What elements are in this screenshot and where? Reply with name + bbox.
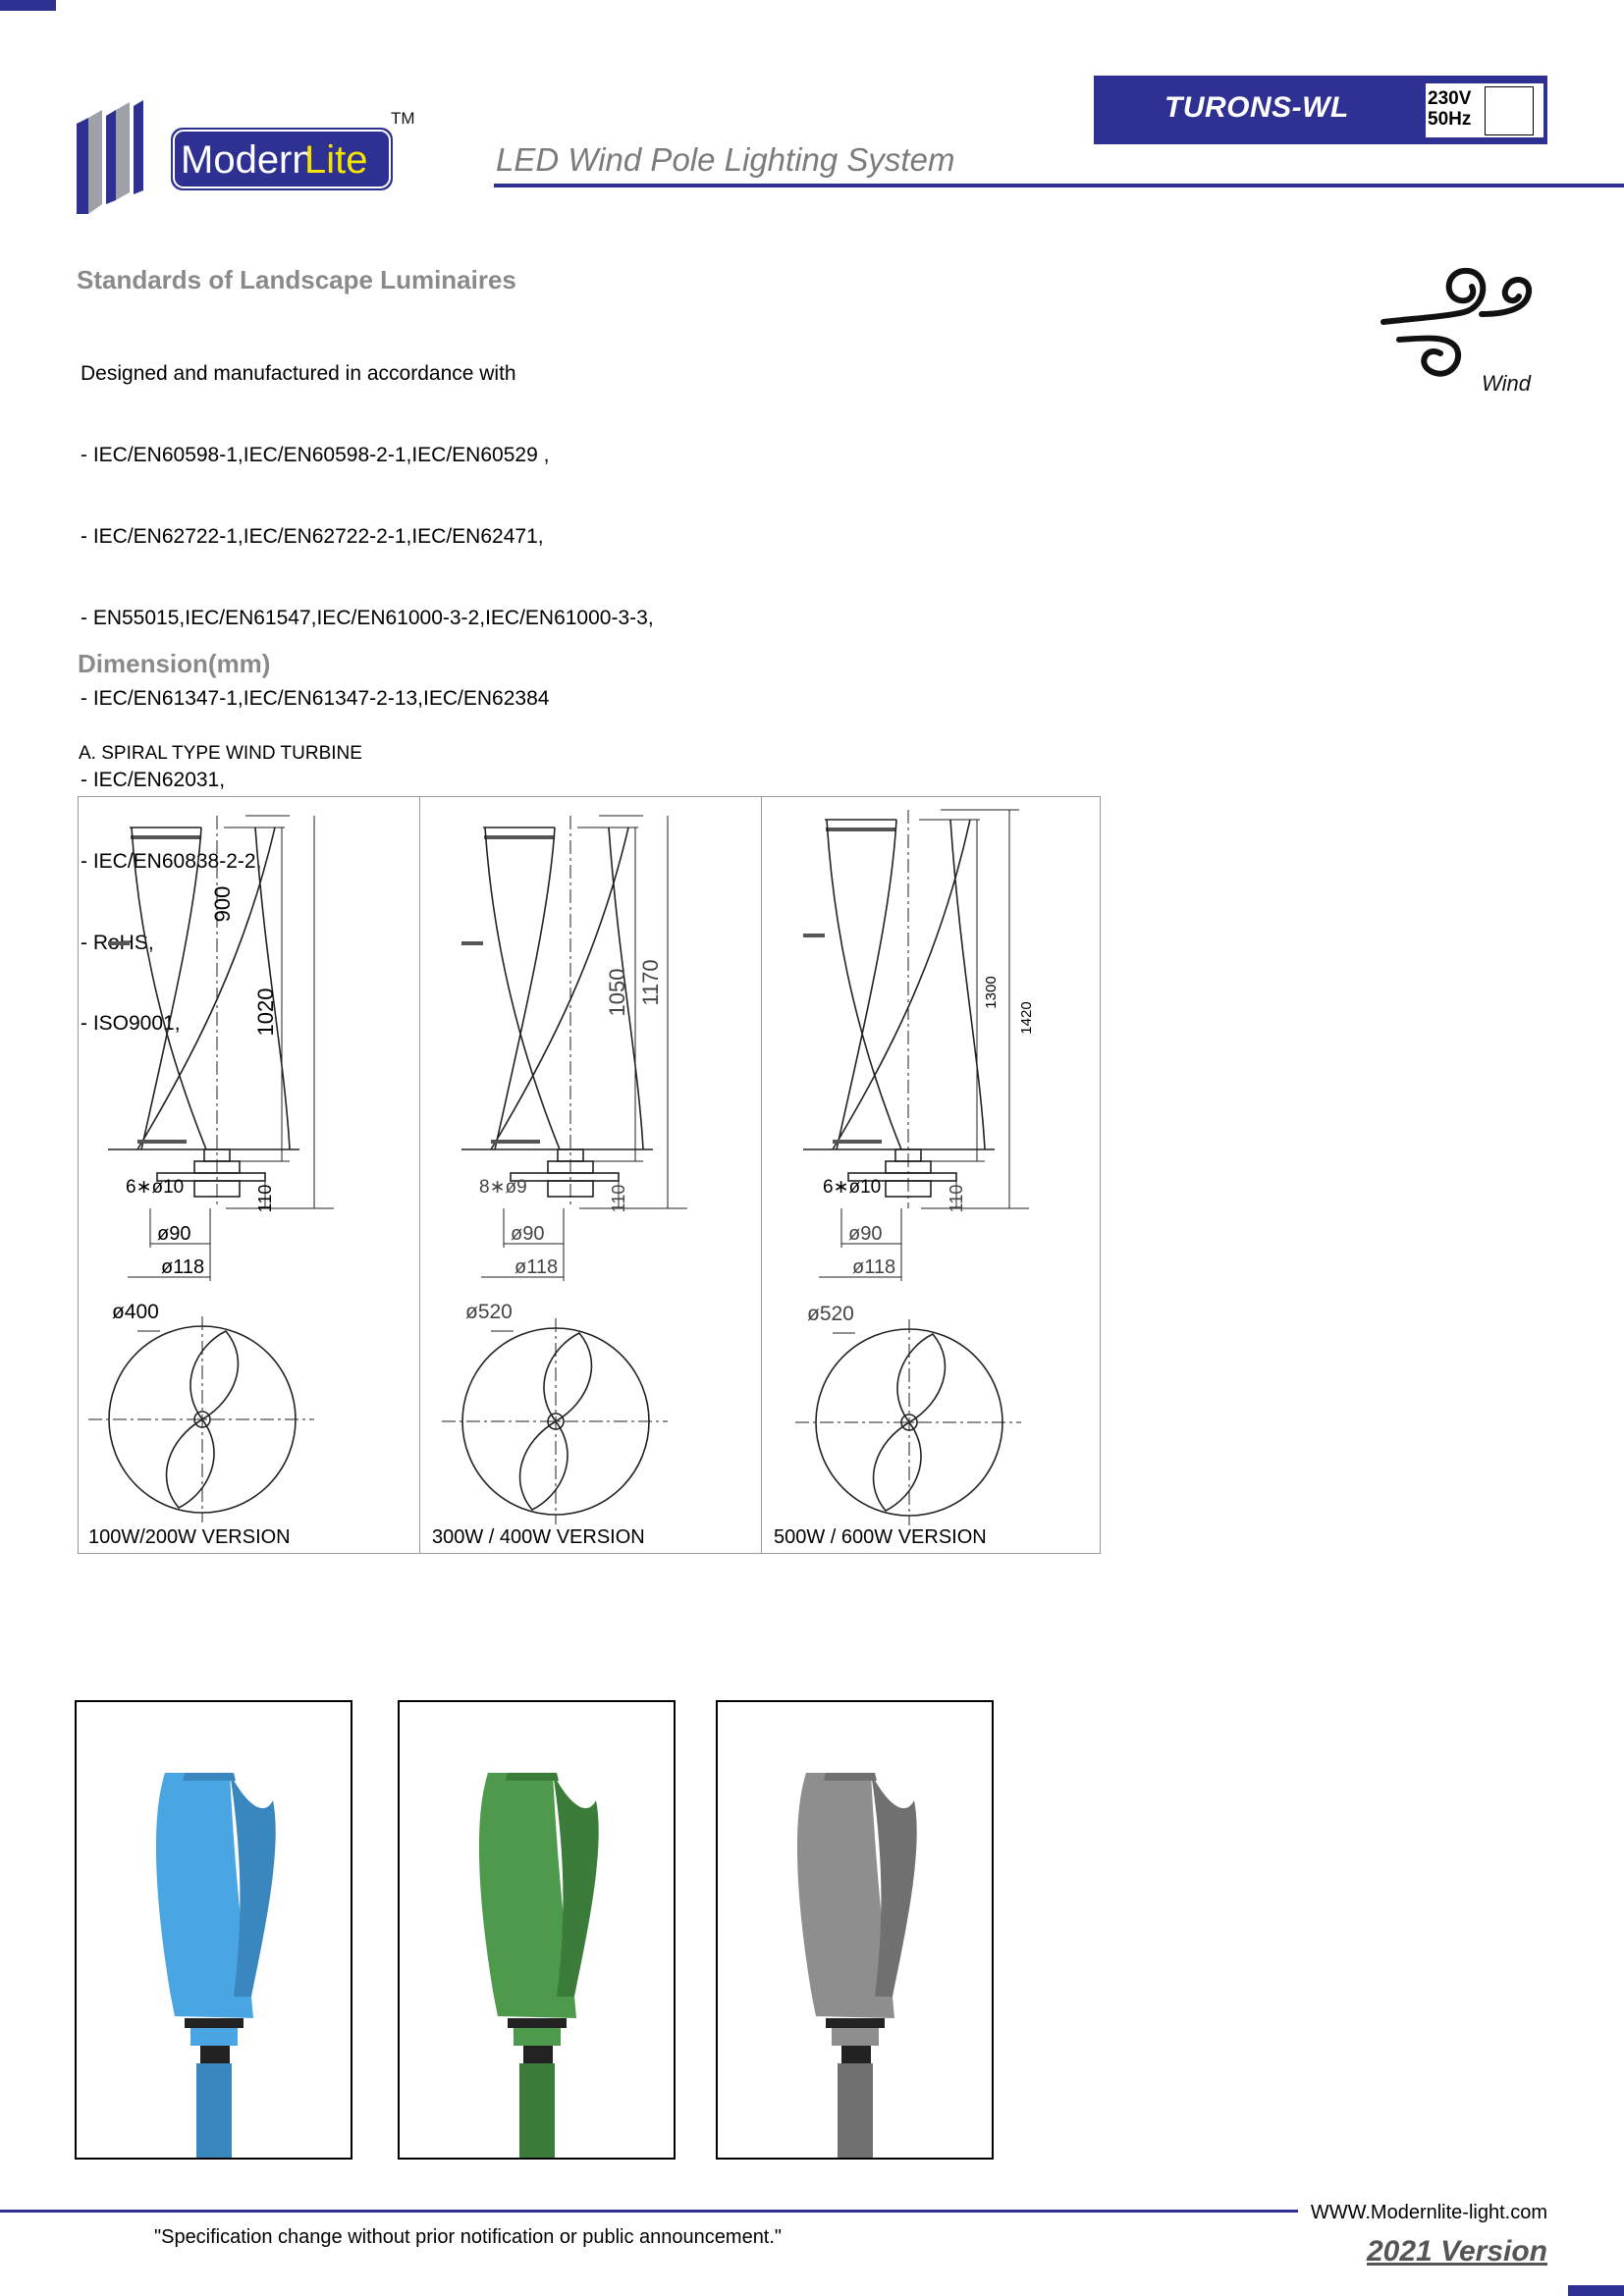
turbine-elevation [803, 810, 1029, 1281]
page-subtitle: LED Wind Pole Lighting System [496, 141, 955, 178]
brand-logo [77, 96, 430, 219]
base-height-label: 110 [609, 1184, 628, 1213]
height-inner-label: 1050 [605, 968, 629, 1017]
standards-title: Standards of Landscape Luminaires [77, 265, 516, 294]
standards-line: - IEC/EN60838-2-2, [81, 849, 262, 873]
standards-line: - IEC/EN62722-1,IEC/EN62722-2-1,IEC/EN62471, [81, 524, 544, 548]
version-label: 300W / 400W VERSION [432, 1526, 645, 1548]
drawing-100w-200w [79, 796, 419, 1554]
holes-label: 6∗ø10 [126, 1177, 185, 1198]
standards-line: - IEC/EN60598-1,IEC/EN60598-2-1,IEC/EN60529 , [81, 443, 550, 466]
dimension-title: Dimension(mm) [78, 649, 271, 678]
standards-line: - IEC/EN61347-1,IEC/EN61347-2-13,IEC/EN62384 [81, 687, 550, 711]
footer-rule [0, 2210, 1298, 2213]
height-outer-label: 1170 [638, 959, 663, 1006]
wind-badge [1380, 263, 1554, 399]
disclaimer-note: "Specification change without prior notification or public announcement." [154, 2226, 783, 2248]
spiral-subtitle: A. SPIRAL TYPE WIND TURBINE [79, 743, 362, 764]
model-name: TURONS-WL [1164, 91, 1349, 124]
height-inner-label: 1300 [983, 976, 1000, 1009]
product-photo-green [398, 1700, 676, 2160]
voltage-label [1428, 88, 1471, 130]
standards-line: - ISO9001, [81, 1012, 181, 1036]
height-outer-label: 1420 [1018, 1001, 1035, 1035]
logo-text-modern: Modern [181, 138, 314, 182]
turbine-plan-view [88, 1316, 314, 1522]
standards-line: - RoHS, [81, 931, 154, 954]
website-url: WWW.Modernlite-light.com [1310, 2202, 1547, 2223]
product-photo-blue [75, 1700, 352, 2160]
product-photo-grey [716, 1700, 994, 2160]
corner-accent-top [0, 0, 56, 11]
standards-line: - EN55015,IEC/EN61547,IEC/EN61000-3-2,IEC/EN61000-3-3, [81, 606, 654, 629]
height-outer-label: 1020 [253, 988, 278, 1037]
header-rule [494, 184, 1624, 187]
outer-diameter-label: ø118 [852, 1256, 896, 1278]
standards-line: - IEC/EN62031, [81, 769, 226, 792]
rotor-diameter-label: ø520 [465, 1301, 513, 1323]
turbine-plan-view [795, 1319, 1021, 1525]
version-label: 100W/200W VERSION [88, 1526, 291, 1548]
rotor-diameter-label: ø520 [807, 1303, 854, 1325]
holes-label: 6∗ø10 [823, 1177, 882, 1198]
turbine-render [718, 1702, 992, 2158]
voltage-value: 230V [1428, 88, 1472, 109]
rotor-diameter-label: ø400 [112, 1301, 159, 1323]
base-height-label: 110 [947, 1184, 966, 1213]
outer-diameter-label: ø118 [161, 1256, 205, 1278]
turbine-elevation [461, 816, 687, 1281]
corner-accent-bottom [1568, 2285, 1624, 2296]
inner-diameter-label: ø90 [157, 1223, 191, 1245]
base-height-label: 110 [255, 1184, 275, 1213]
height-inner-label: 900 [210, 885, 235, 923]
holes-label: 8∗ø9 [479, 1177, 527, 1198]
wind-icon [1380, 263, 1554, 399]
frequency-value: 50Hz [1428, 109, 1472, 130]
turbine-render [77, 1702, 351, 2158]
turbine-elevation [108, 816, 334, 1281]
standards-line: Designed and manufactured in accordance with [81, 362, 516, 386]
turbine-plan-view [442, 1318, 668, 1524]
drawing-300w-400w [420, 796, 761, 1554]
turbine-render [400, 1702, 674, 2158]
drawing-500w-600w [762, 796, 1103, 1554]
logo-bars-icon [77, 100, 143, 214]
document-version: 2021 Version [1367, 2235, 1547, 2268]
logo-text-lite: Lite [304, 138, 368, 182]
inner-diameter-label: ø90 [511, 1223, 545, 1245]
wind-label: Wind [1482, 371, 1531, 396]
outer-diameter-label: ø118 [514, 1256, 559, 1278]
inner-diameter-label: ø90 [848, 1223, 883, 1245]
certification-box [1485, 86, 1534, 135]
version-label: 500W / 600W VERSION [774, 1526, 987, 1548]
trademark: TM [391, 109, 415, 128]
